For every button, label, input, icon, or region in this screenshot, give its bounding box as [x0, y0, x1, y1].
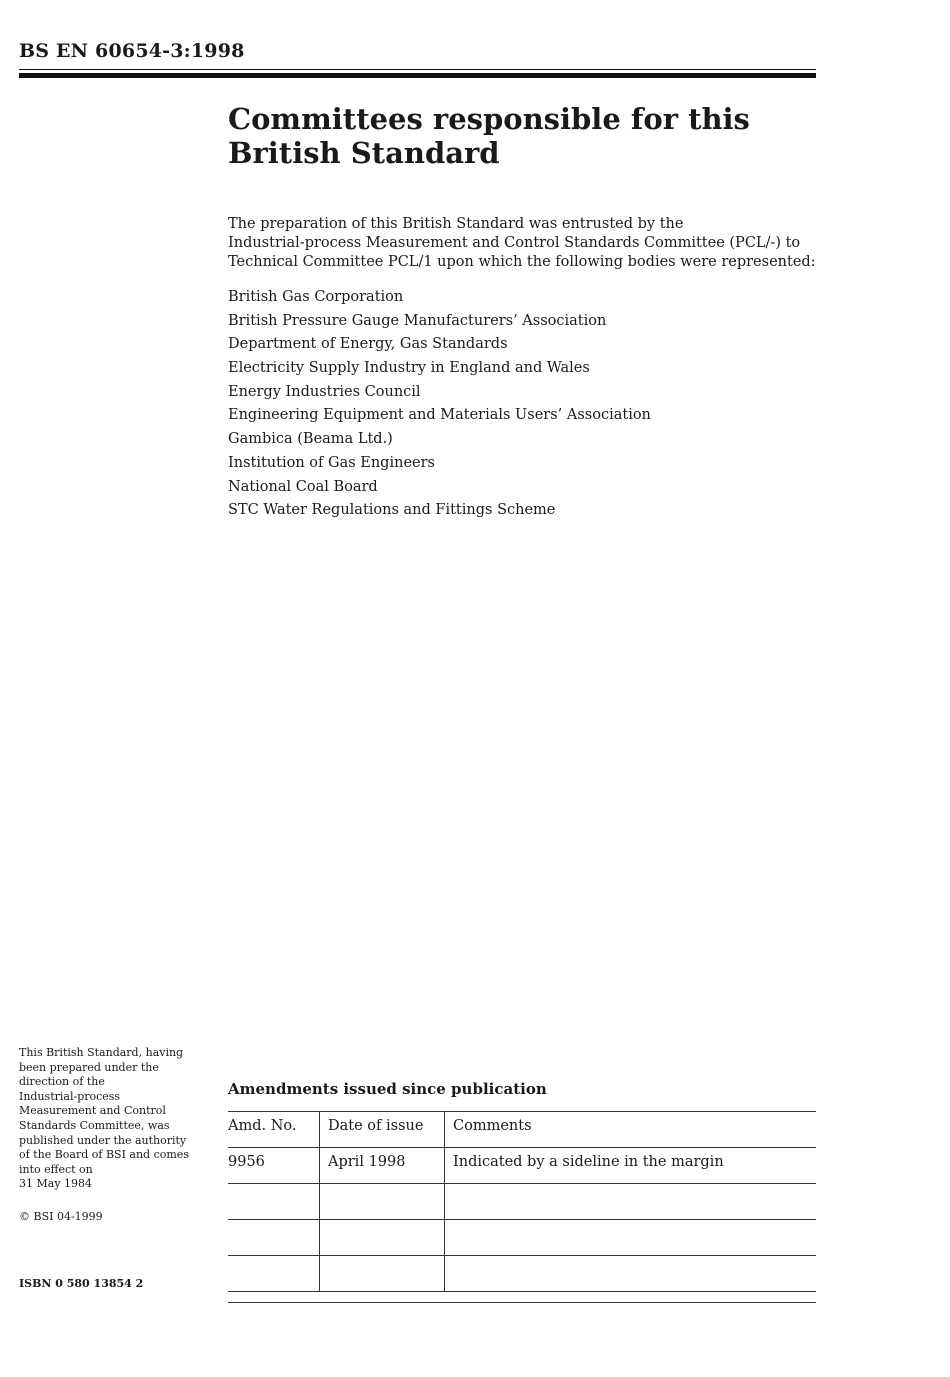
table-cell — [228, 1220, 320, 1256]
column-header-date: Date of issue — [320, 1112, 445, 1148]
table-header-row — [228, 1112, 816, 1148]
publication-note: This British Standard, having been prepared under the direction of the Industrial-process Measurement and Control Standards Committee, was published under the authority of the Board of BSI and comes into effect on 31 May 1984 — [19, 1046, 189, 1191]
column-header-amd-no: Amd. No. — [228, 1112, 320, 1148]
document-code: BS EN 60654-3:1998 — [19, 40, 245, 62]
list-item: STC Water Regulations and Fittings Scheme — [228, 502, 556, 519]
page-title — [228, 102, 828, 170]
list-item: British Pressure Gauge Manufacturers’ Association — [228, 312, 607, 329]
table-cell — [320, 1220, 445, 1256]
table-row — [228, 1184, 816, 1220]
page-title-line-1: Committees responsible for this — [228, 102, 750, 136]
column-header-comments: Comments — [445, 1112, 817, 1148]
table-row — [228, 1256, 816, 1292]
copyright-notice: © BSI 04-1999 — [19, 1210, 103, 1223]
table-cell — [320, 1256, 445, 1292]
list-item: National Coal Board — [228, 478, 378, 495]
amendments-heading: Amendments issued since publication — [228, 1080, 547, 1098]
amendments-table — [228, 1111, 816, 1292]
bottom-rule — [228, 1302, 816, 1303]
table-cell — [320, 1184, 445, 1220]
list-item: Energy Industries Council — [228, 383, 421, 400]
table-cell — [445, 1184, 817, 1220]
table-cell — [228, 1184, 320, 1220]
list-item: Department of Energy, Gas Standards — [228, 336, 508, 353]
list-item: Engineering Equipment and Materials Users’ Association — [228, 407, 651, 424]
table-row — [228, 1148, 816, 1184]
intro-paragraph: The preparation of this British Standard was entrusted by the Industrial-process Measurement and Control Standards Committee (PCL/-) to Technical Committee PCL/1 upon which the following bodies were represented: — [228, 216, 816, 270]
table-cell: 9956 — [228, 1148, 320, 1184]
table-row — [228, 1220, 816, 1256]
table-cell: Indicated by a sideline in the margin — [445, 1148, 817, 1184]
list-item: Electricity Supply Industry in England and Wales — [228, 360, 590, 377]
isbn: ISBN 0 580 13854 2 — [19, 1277, 144, 1290]
table-cell — [445, 1256, 817, 1292]
table-cell — [228, 1256, 320, 1292]
represented-bodies-list — [228, 287, 651, 524]
header-rule-thick — [19, 73, 816, 78]
list-item: Institution of Gas Engineers — [228, 454, 435, 471]
list-item: Gambica (Beama Ltd.) — [228, 431, 393, 448]
table-cell — [445, 1220, 817, 1256]
list-item: British Gas Corporation — [228, 289, 404, 305]
table-cell: April 1998 — [320, 1148, 445, 1184]
page-title-line-2: British Standard — [228, 136, 500, 170]
header-rule-thin — [19, 69, 816, 70]
